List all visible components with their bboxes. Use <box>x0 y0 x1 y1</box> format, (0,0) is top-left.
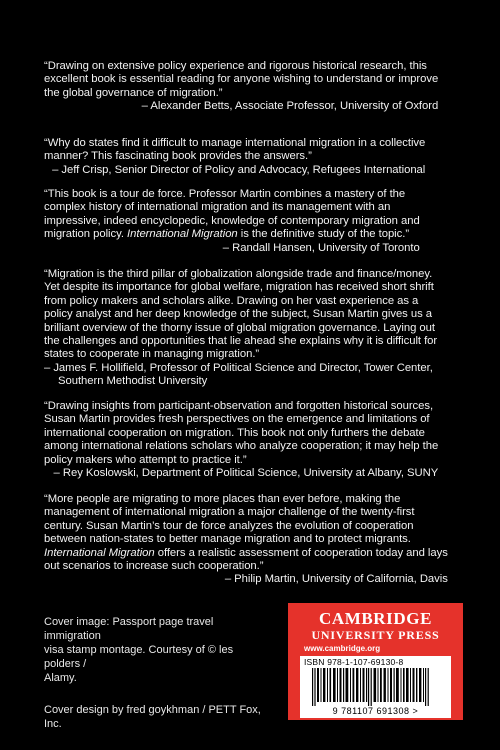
credit-line: visa stamp montage. Courtesy of © les polders / <box>44 644 234 670</box>
quote-line: brilliant overview of the thorny issue of global migration governance. Laying out <box>44 321 435 334</box>
quote-line: among international relations scholars who analyze cooperation; it may help the <box>44 440 439 453</box>
quote-attribution: – Jeff Crisp, Senior Director of Policy and Advocacy, Refugees International <box>52 163 426 176</box>
quote-line: “Drawing on extensive policy experience and rigorous historical research, this <box>44 60 427 72</box>
book-title: International Migration <box>44 546 155 559</box>
quote-line: Yet despite its importance for global welfare, migration has received short shrift <box>44 281 434 294</box>
barcode-digits: 9 781107 691308 > <box>332 706 419 716</box>
attribution-line: Southern Methodist University <box>58 375 208 388</box>
quote-hansen <box>44 188 420 255</box>
quote-hollifield <box>44 268 437 389</box>
quote-line: out scenarios to increase such cooperation.” <box>44 560 264 573</box>
quote-koslowski <box>44 400 438 480</box>
quote-line: states to cooperate in managing migration.” <box>44 348 260 361</box>
quote-philip-martin <box>44 493 448 587</box>
quote-attribution <box>44 362 437 389</box>
quote-line: Susan Martin provides fresh perspectives on the emergence and limitations of <box>44 413 430 426</box>
quote-attribution: – Rey Koslowski, Department of Political Science, University at Albany, SUNY <box>53 467 439 480</box>
quote-line: “This book is a tour de force. Professor Martin combines a mastery of the <box>44 188 406 200</box>
quote-text: offers a realistic assessment of cooperation today and lays <box>154 546 448 559</box>
quote-line: policy analyst and her deep knowledge of the subject, Susan Martin gives us a <box>44 308 433 321</box>
publisher-panel <box>288 603 463 720</box>
barcode-box <box>300 656 451 718</box>
quote-text: migration policy. <box>44 228 128 241</box>
attribution-line: – James F. Hollifield, Professor of Political Science and Director, Tower Center, <box>44 361 433 374</box>
quote-line: management of international migration a major challenge of the twenty-first <box>44 506 415 519</box>
quote-line: the global governance of migration.” <box>44 86 223 99</box>
quote-line: century. Susan Martin’s tour de force analyzes the evolution of cooperation <box>44 519 414 532</box>
quote-line: policy makers who attempt to practice it.” <box>44 453 247 466</box>
quote-crisp <box>44 137 425 177</box>
quote-line: “Why do states find it difficult to manage international migration in a collective <box>44 137 426 149</box>
quote-line: excellent book is essential reading for anyone wishing to understand or improve <box>44 73 439 86</box>
isbn-number: ISBN 978-1-107-69130-8 <box>304 657 404 667</box>
quote-line: between nation-states to better manage migration and to protect migrants. <box>44 533 411 546</box>
quote-line: complex history of international migration and its management with an <box>44 201 391 214</box>
publisher-url: www.cambridge.org <box>304 644 381 653</box>
quote-attribution: – Philip Martin, University of California, Davis <box>224 573 448 586</box>
publisher-subname: UNIVERSITY PRESS <box>311 628 440 642</box>
quote-attribution: – Randall Hansen, University of Toronto <box>222 241 420 254</box>
quote-line: the challenges and opportunities that lie ahead she explains why it is difficult for <box>44 335 438 348</box>
quote-line: international cooperation on migration. This book not only furthers the debate <box>44 426 425 439</box>
publisher-name: CAMBRIDGE <box>318 609 433 628</box>
quote-line: from policy makers and scholars alike. Drawing on her vast experience as a <box>44 294 419 307</box>
barcode-icon <box>312 668 440 706</box>
quote-line <box>44 547 448 560</box>
quote-line: impressive, indeed encyclopedic, knowledge of contemporary migration and <box>44 214 420 227</box>
quote-text: is the definitive study of the topic.” <box>237 228 410 241</box>
quote-betts <box>44 60 438 114</box>
quote-line: “Drawing insights from participant-observation and forgotten historical sources, <box>44 400 434 412</box>
book-title: International Migration <box>127 228 238 241</box>
quote-line <box>44 228 420 241</box>
cover-credits <box>44 615 264 731</box>
quote-line: “More people are migrating to more places than ever before, making the <box>44 493 401 505</box>
quote-attribution: – Alexander Betts, Associate Professor, University of Oxford <box>141 100 439 113</box>
credit-line: Alamy. <box>44 672 77 684</box>
credit-line: Cover image: Passport page travel immigration <box>44 616 214 642</box>
quote-line: “Migration is the third pillar of globalization alongside trade and finance/money. <box>44 268 433 280</box>
cover-design-credit: Cover design by fred goykhman / PETT Fox, Inc. <box>44 704 261 730</box>
quote-line: manner? This fascinating book provides the answers.” <box>44 150 312 163</box>
